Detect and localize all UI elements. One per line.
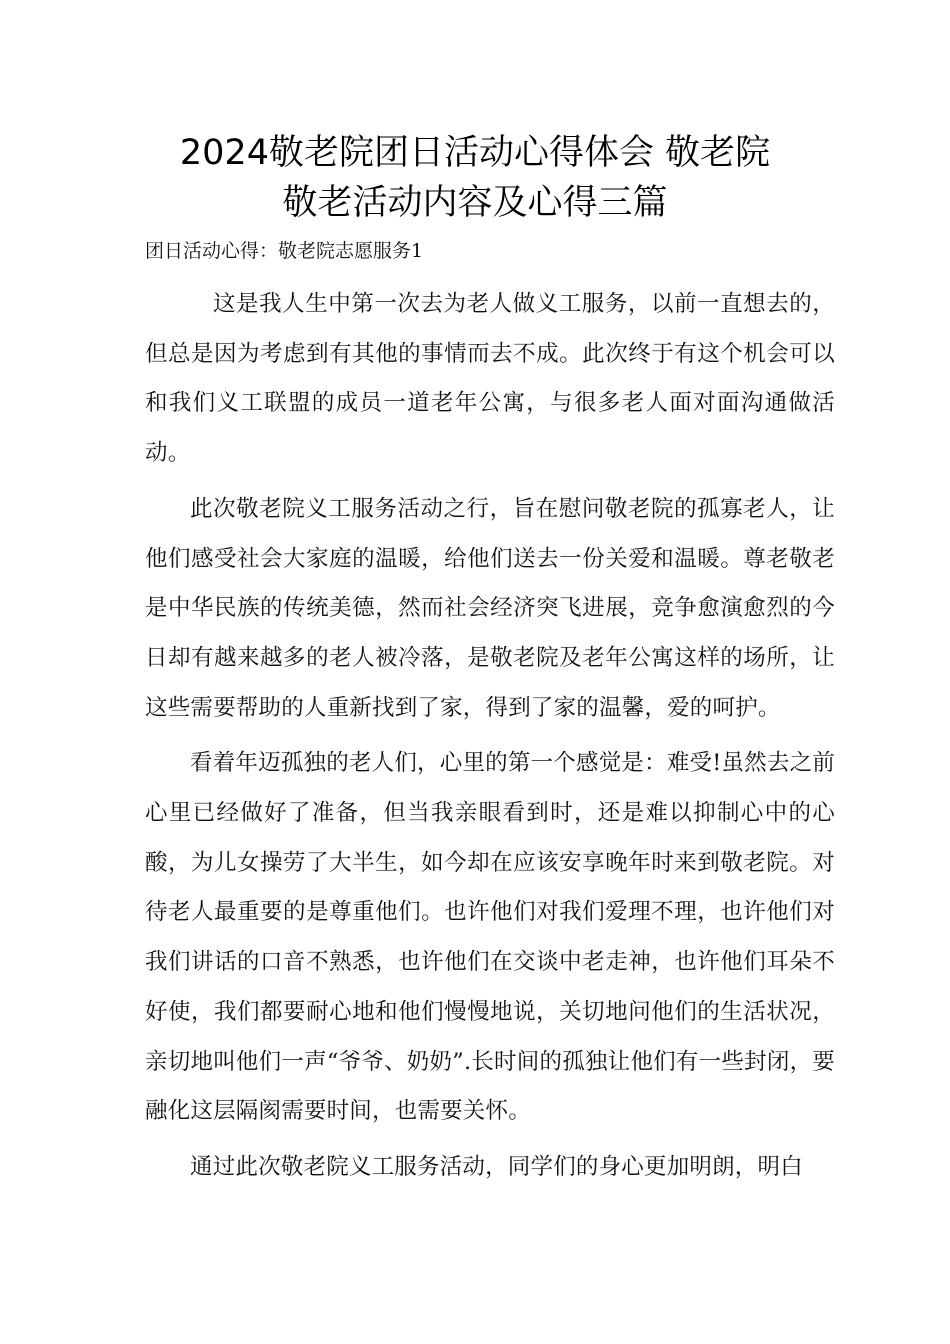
paragraph-1: 这是我人生中第一次去为老人做义工服务，以前一直想去的，但总是因为考虑到有其他的事情而去不成。此次终于有这个机会可以和我们义工联盟的成员一道老年公寓，与很多老人面对面沟通做活动。 <box>145 291 835 467</box>
section-subtitle: 团日活动心得：敬老院志愿服务1 <box>145 240 424 262</box>
paragraph-3: 看着年迈孤独的老人们，心里的第一个感觉是：难受!虽然去之前心里已经做好了准备，但当我亲眼看到时，还是难以抑制心中的心酸，为儿女操劳了大半生，如今却在应该安享晚年时来到敬老院。对待老人最重要的是尊重他们。也许他们对我们爱理不理，也许他们对我们讲话的口音不熟悉，也许他们在交谈中老走神，也许他们耳朵不好使，我们都要耐心地和他们慢慢地说，关切地问他们的生活状况，亲切地叫他们一声“爷爷、奶奶”.长时间的孤独让他们有一些封闭，要融化这层隔阂需要时间，也需要关怀。 <box>145 750 835 1125</box>
title-line-1: 2024敬老院团日活动心得体会 敬老院 <box>179 133 771 173</box>
document-body <box>145 280 835 1199</box>
document-title <box>100 128 850 228</box>
title-line-2: 敬老活动内容及心得三篇 <box>282 183 668 223</box>
paragraph-4: 通过此次敬老院义工服务活动，同学们的身心更加明朗，明白 <box>190 1153 803 1180</box>
paragraph-2: 此次敬老院义工服务活动之行，旨在慰问敬老院的孤寡老人，让他们感受社会大家庭的温暖，给他们送去一份关爱和温暖。尊老敬老是中华民族的传统美德，然而社会经济突飞进展，竞争愈演愈烈的今日却有越来越多的老人被冷落，是敬老院及老年公寓这样的场所，让这些需要帮助的人重新找到了家，得到了家的温馨，爱的呵护。 <box>145 495 835 721</box>
